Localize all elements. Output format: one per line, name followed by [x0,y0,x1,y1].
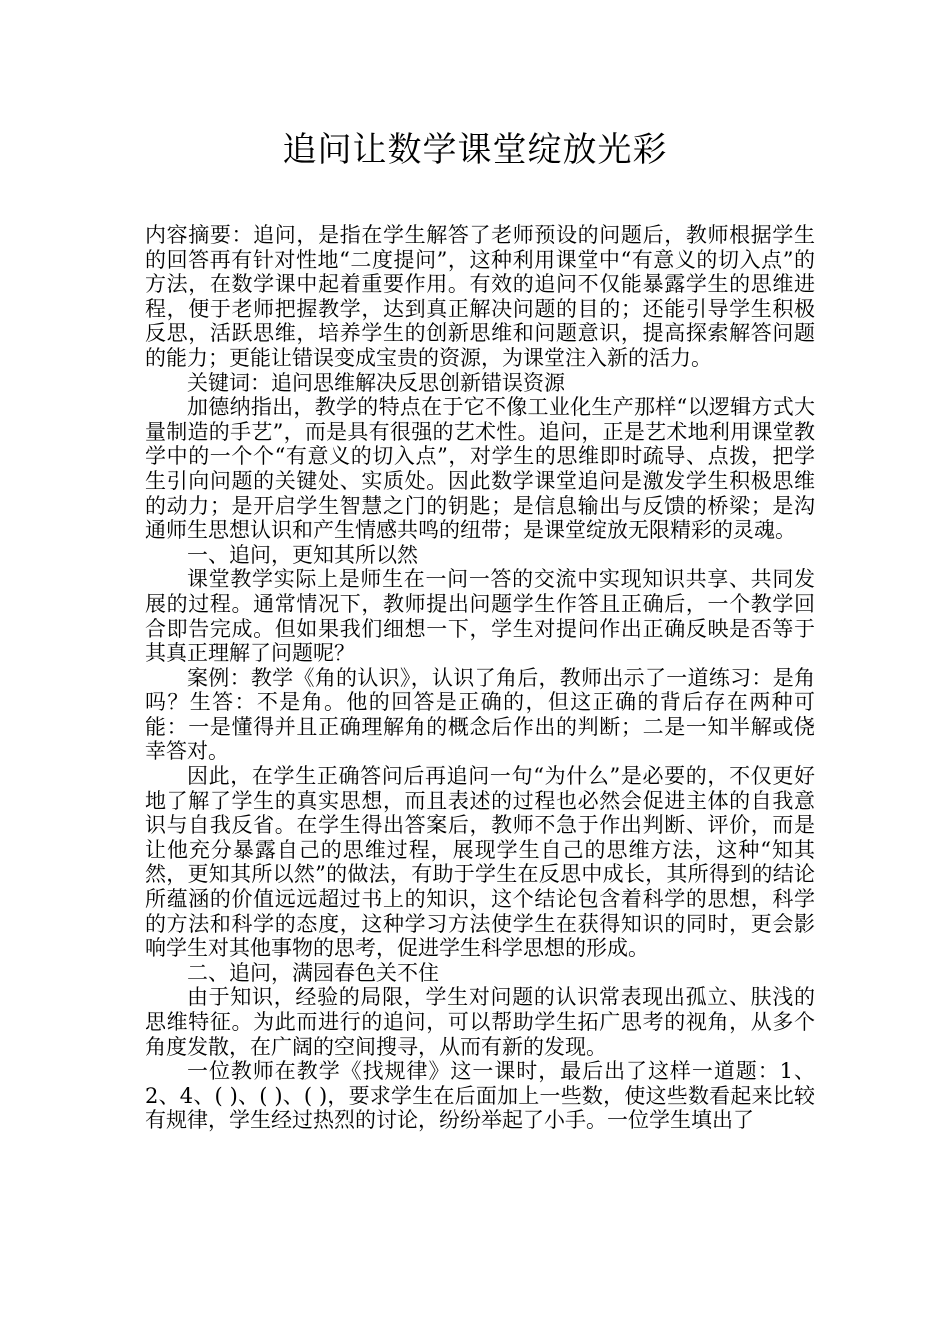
body-paragraph: 由于知识，经验的局限，学生对问题的认识常表现出孤立、肤浅的思维特征。为此而进行的追问，可以帮助学生拓广思考的视角，从多个角度发散，在广阔的空间搜寻，从而有新的发现。 [145,985,815,1059]
intro-paragraph: 加德纳指出，教学的特点在于它不像工业化生产那样“以逻辑方式大量制造的手艺”，而是具有很强的艺术性。追问，正是艺术地利用课堂教学中的一个个“有意义的切入点”，对学生的思维即时疏导、点拨，把学生引向问题的关键处、实质处。因此数学课堂追问是激发学生积极思维的动力；是开启学生智慧之门的钥匙；是信息输出与反馈的桥梁；是沟通师生思想认识和产生情感共鸣的纽带；是课堂绽放无限精彩的灵魂。 [145,395,815,543]
document-body [145,223,815,1133]
abstract-paragraph: 内容摘要：追问，是指在学生解答了老师预设的问题后，教师根据学生的回答再有针对性地“二度提问”，这种利用课堂中“有意义的切入点”的方法，在数学课中起着重要作用。有效的追问不仅能暴露学生的思维进程，便于老师把握教学，达到真正解决问题的目的；还能引导学生积极反思，活跃思维，培养学生的创新思维和问题意识，提高探索解答问题的能力；更能让错误变成宝贵的资源，为课堂注入新的活力。 [145,223,815,370]
keywords-paragraph: 关键词：追问思维解决反思创新错误资源 [187,370,565,395]
document-title: 追问让数学课堂绽放光彩 [282,130,668,170]
case-paragraph: 案例：教学《角的认识》，认识了角后，教师出示了一道练习：是角吗？生答：不是角。他的回答是正确的，但这正确的背后存在两种可能：一是懂得并且正确理解角的概念后作出的判断；二是一知半解或侥幸答对。 [145,665,815,764]
section-heading-1: 一、追问，更知其所以然 [187,542,418,567]
section-heading-2: 二、追问，满园春色关不住 [187,960,439,985]
body-paragraph: 因此，在学生正确答问后再追问一句“为什么”是必要的，不仅更好地了解了学生的真实思想，而且表述的过程也必然会促进主体的自我意识与自我反省。在学生得出答案后，教师不急于作出判断、评价，而是让他充分暴露自己的思维过程，展现学生自己的思维方法，这种“知其然，更知其所以然”的做法，有助于学生在反思中成长，其所得到的结论所蕴涵的价值远远超过书上的知识，这个结论包含着科学的思想，科学的方法和科学的态度，这种学习方法使学生在获得知识的同时，更会影响学生对其他事物的思考，促进学生科学思想的形成。 [145,764,815,961]
body-paragraph: 一位教师在教学《找规律》这一课时，最后出了这样一道题：1、2、4、( )、( )、( )，要求学生在后面加上一些数，使这些数看起来比较有规律，学生经过热烈的讨论，纷纷举起了小手。一位学生填出了 [145,1059,815,1133]
body-paragraph: 课堂教学实际上是师生在一问一答的交流中实现知识共享、共同发展的过程。通常情况下，教师提出问题学生作答且正确后，一个教学回合即告完成。但如果我们细想一下，学生对提问作出正确反映是否等于其真正理解了问题呢？ [145,567,815,666]
